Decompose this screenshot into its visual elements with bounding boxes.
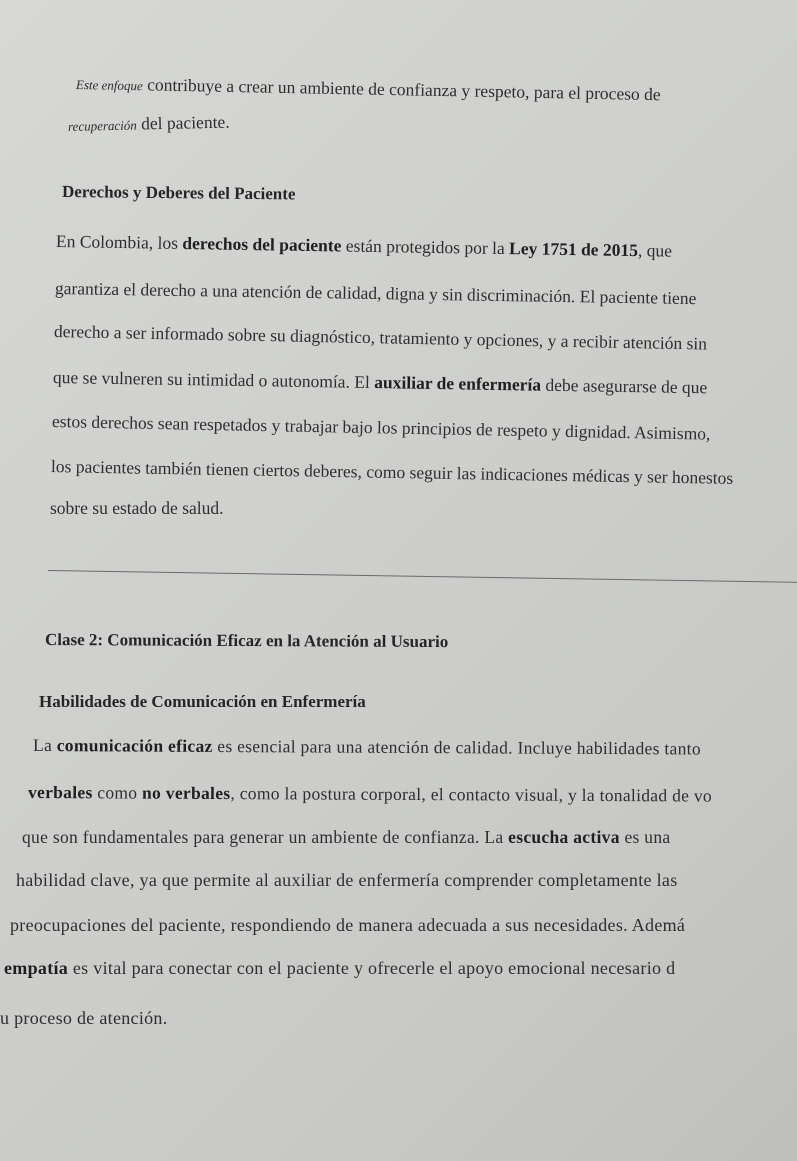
intro-line-2-rest: del paciente. [136, 111, 230, 134]
section-divider [48, 570, 797, 583]
intro-line-1-rest: contribuye a crear un ambiente de confianza y respeto, para el proceso de [142, 74, 661, 105]
text-span: es esencial para una atención de calidad. Incluye habilidades tanto [212, 735, 701, 759]
intro-line-2 [68, 111, 230, 138]
text-span: como [92, 782, 143, 803]
class-title: Clase 2: Comunicación Eficaz en la Atención al Usuario [44, 630, 449, 652]
communication-paragraph-line-2 [28, 781, 712, 807]
intro-line-2-prefix: recuperación [67, 117, 137, 134]
communication-paragraph-line-1 [33, 734, 701, 759]
text-span: es vital para conectar con el paciente y ofrecerle el apoyo emocional necesario d [68, 958, 676, 978]
communication-paragraph-line-3 [22, 826, 670, 848]
intro-line-1-prefix: Este enfoque [75, 77, 143, 94]
text-span: , como la postura corporal, el contacto visual, y la tonalidad de vo [230, 783, 713, 806]
bold-span: Ley 1751 de 2015 [508, 238, 639, 261]
text-span: En Colombia, los [55, 231, 183, 253]
rights-paragraph-line-6: los pacientes también tienen ciertos deberes, como seguir las indicaciones médicas y ser honestos [50, 456, 734, 488]
rights-paragraph-line-5: estos derechos sean respetados y trabajar bajo los principios de respeto y dignidad. Asimismo, [51, 411, 711, 444]
text-span: debe asegurarse de que [540, 374, 708, 398]
communication-paragraph-line-5: preocupaciones del paciente, respondiendo de manera adecuada a sus necesidades. Ademá [10, 915, 686, 935]
text-span: es una [619, 827, 671, 847]
communication-paragraph-line-6 [4, 957, 675, 979]
rights-paragraph-line-3: derecho a ser informado sobre su diagnóstico, tratamiento y opciones, y a recibir atención sin [53, 321, 708, 354]
communication-paragraph-line-4: habilidad clave, ya que permite al auxiliar de enfermería comprender completamente las [16, 870, 678, 890]
rights-paragraph-line-2: garantiza el derecho a una atención de calidad, digna y sin discriminación. El paciente tiene [54, 278, 697, 309]
bold-span: derechos del paciente [182, 232, 342, 256]
rights-paragraph-line-1 [56, 230, 672, 262]
section-heading-rights: Derechos y Deberes del Paciente [61, 182, 296, 204]
text-span: , que [637, 240, 673, 261]
bold-span: empatía [4, 958, 69, 978]
bold-span: no verbales [141, 782, 231, 804]
text-span: están protegidos por la [341, 235, 510, 259]
section-heading-communication: Habilidades de Comunicación en Enfermería [39, 692, 366, 711]
communication-paragraph-line-7: u proceso de atención. [0, 1008, 168, 1028]
rights-paragraph-line-4 [53, 366, 708, 398]
bold-span: comunicación eficaz [56, 735, 213, 756]
bold-span: auxiliar de enfermería [374, 372, 542, 395]
rights-paragraph-line-7: sobre su estado de salud. [50, 498, 224, 518]
intro-line-1 [76, 72, 661, 107]
text-span: que se vulneren su intimidad o autonomía. El [52, 367, 375, 393]
bold-span: verbales [27, 782, 93, 803]
text-span: La [32, 735, 57, 756]
text-span: que son fundamentales para generar un ambiente de confianza. La [22, 827, 509, 847]
bold-span: escucha activa [508, 827, 620, 847]
